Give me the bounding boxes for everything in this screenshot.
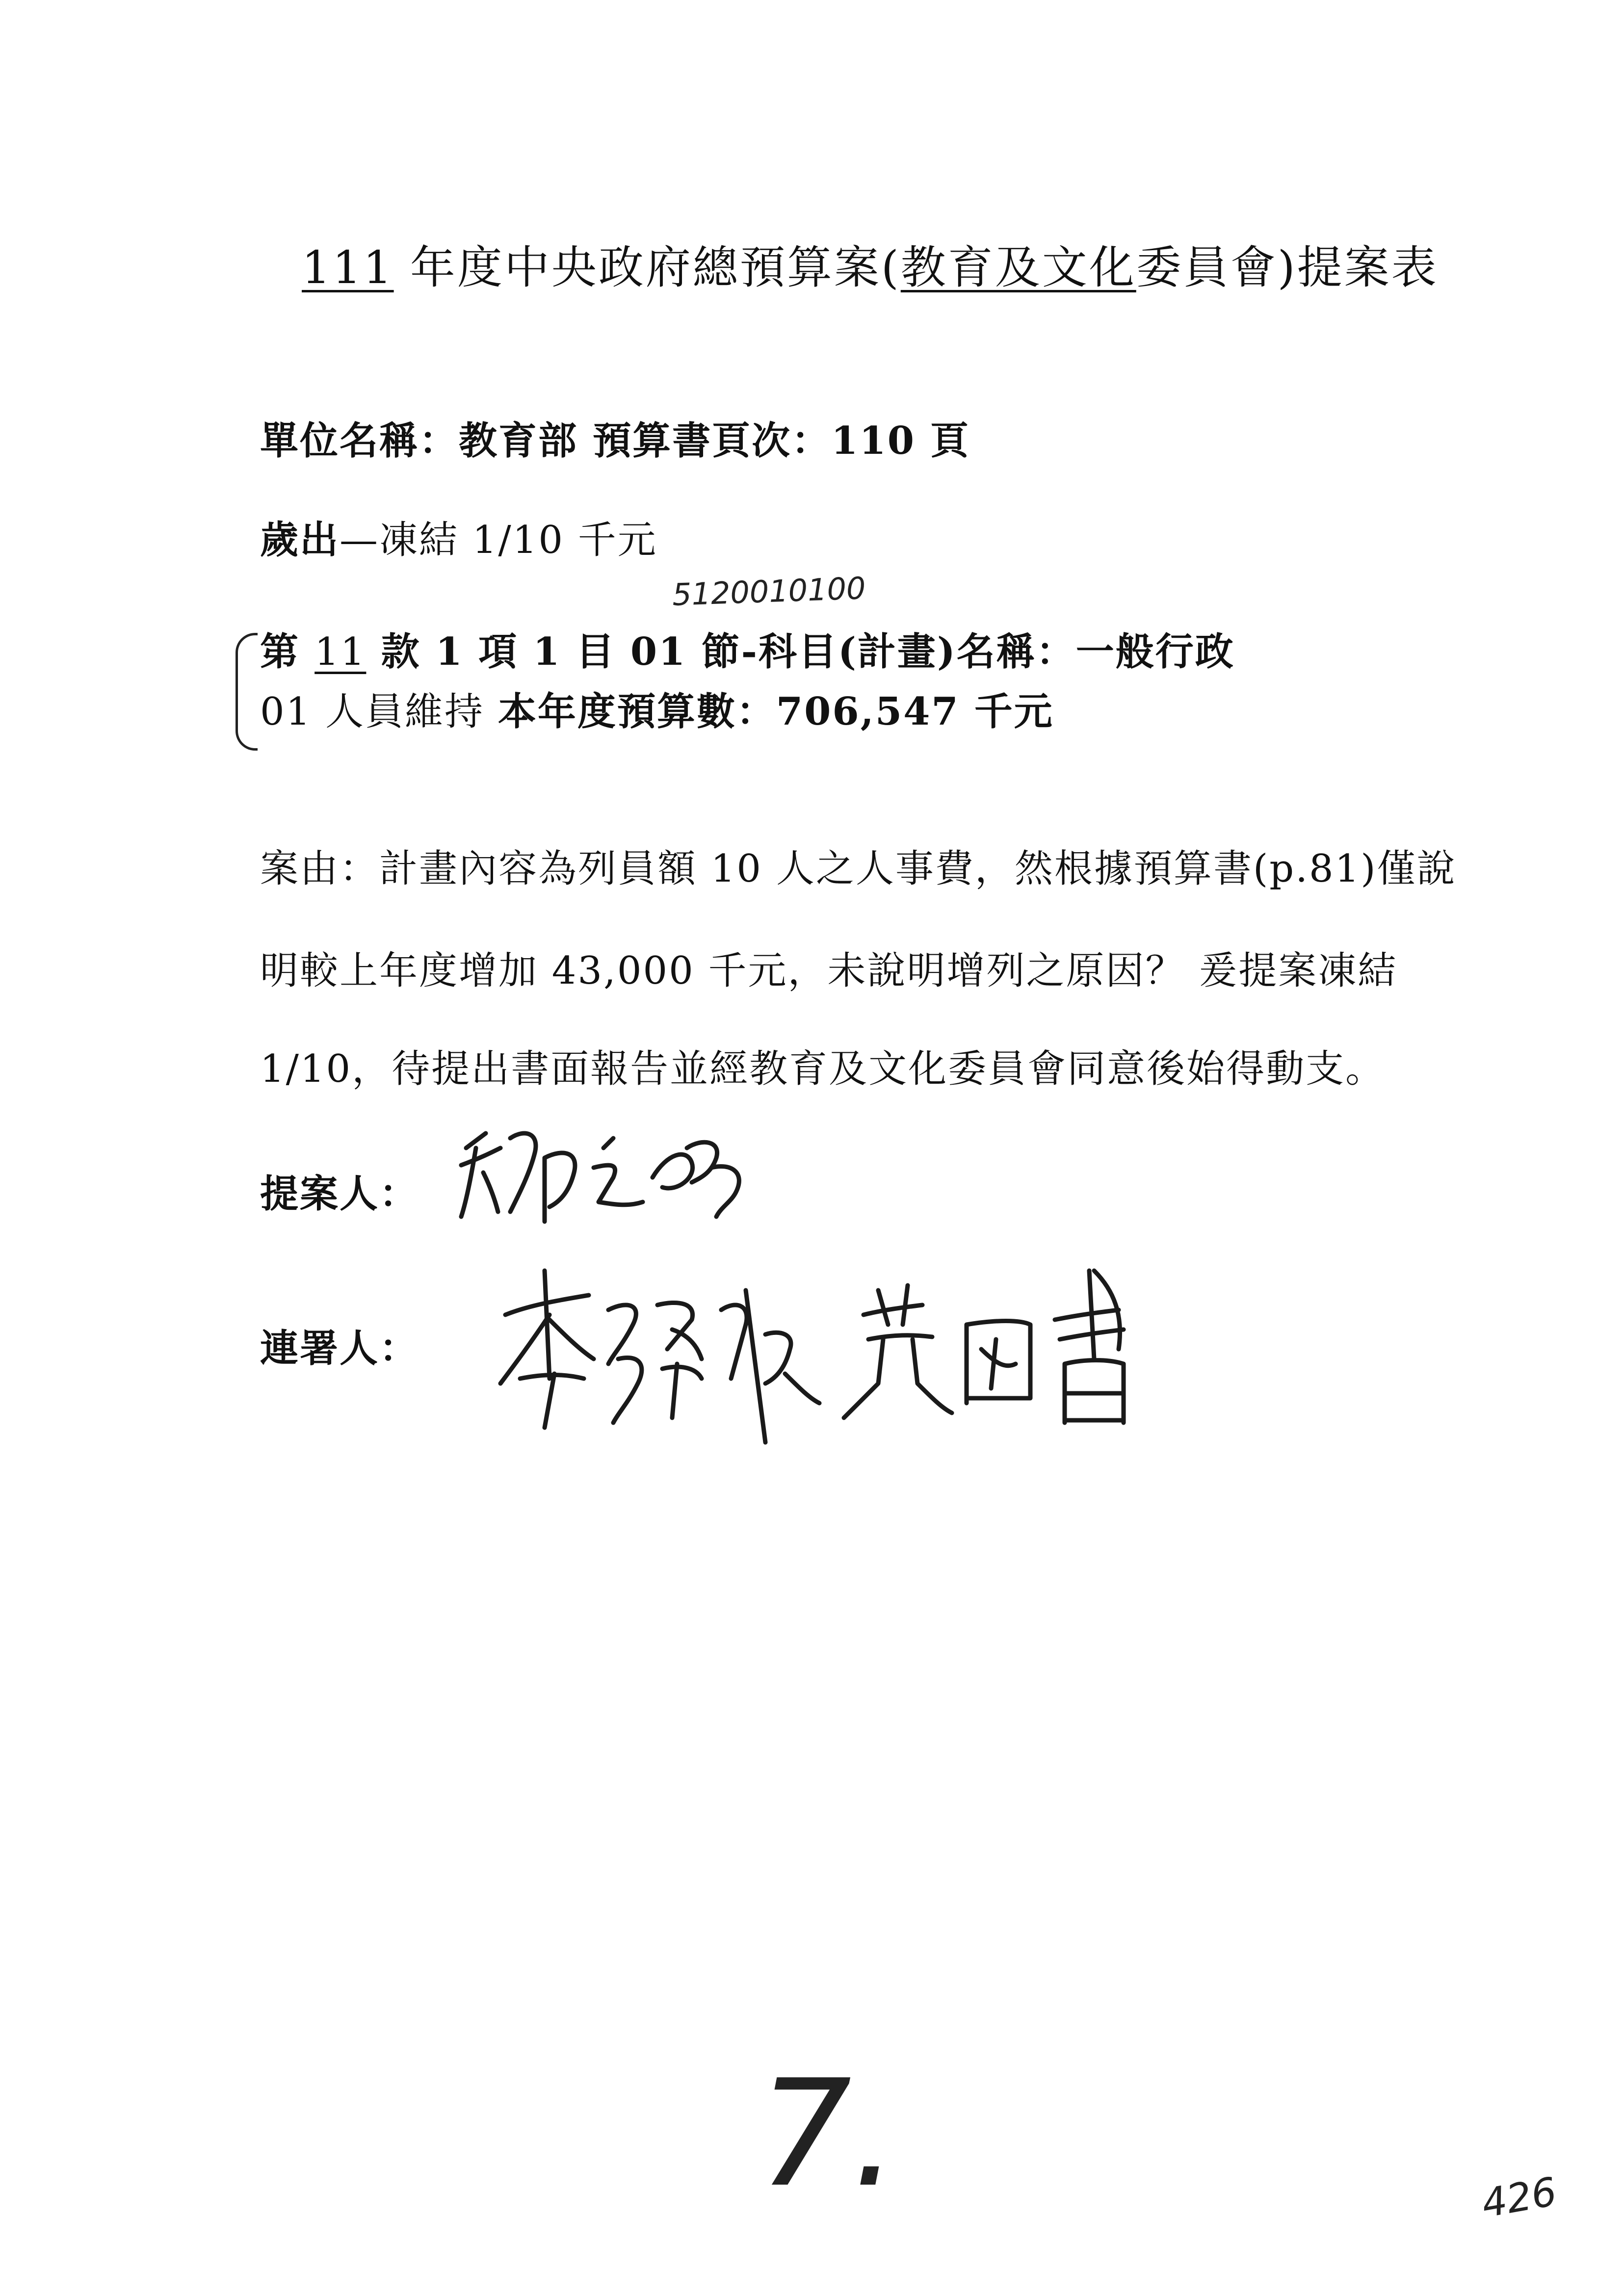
handwritten-page-number: 7. bbox=[758, 2048, 899, 2219]
item-rest: 款 1 項 1 目 01 節-科目(計畫)名稱：一般行政 bbox=[366, 629, 1235, 674]
proposer-label: 提案人： bbox=[260, 1172, 419, 1216]
title-year: 111 bbox=[302, 241, 394, 294]
title-text-b: 委員會)提案表 bbox=[1136, 241, 1439, 294]
item-plain: 01 人員維持 bbox=[260, 690, 498, 734]
expense-text: —凍結 1/10 千元 bbox=[340, 518, 657, 562]
cosigner-label: 連署人： bbox=[260, 1326, 419, 1371]
item-line-1 bbox=[260, 629, 1235, 674]
proposer-signature bbox=[456, 1119, 790, 1246]
item-budget: 本年度預算數：706,547 千元 bbox=[498, 689, 1054, 734]
expense-label: 歲出 bbox=[260, 518, 340, 562]
expense-line bbox=[260, 518, 657, 562]
cosigner-signatures bbox=[491, 1251, 1178, 1457]
item-bracket bbox=[236, 633, 258, 751]
unit-line: 單位名稱：教育部 預算書頁次：110 頁 bbox=[260, 418, 970, 463]
title-text-a: 年度中央政府總預算案( bbox=[393, 241, 901, 294]
handwritten-corner-number: 426 bbox=[1478, 2168, 1560, 2227]
reason-line-3: 1/10，待提出書面報告並經教育及文化委員會同意後始得動支。 bbox=[260, 1047, 1386, 1091]
item-section-no: 11 bbox=[314, 630, 367, 674]
item-prefix: 第 bbox=[260, 629, 315, 674]
item-line-2 bbox=[260, 689, 1054, 734]
page-title bbox=[302, 241, 1439, 294]
handwritten-code: 5120010100 bbox=[671, 570, 866, 613]
reason-line-1: 案由：計畫內容為列員額 10 人之人事費，然根據預算書(p.81)僅說 bbox=[260, 847, 1457, 891]
title-committee: 教育及文化 bbox=[900, 241, 1136, 294]
reason-line-2: 明較上年度增加 43,000 千元，未說明增列之原因？ 爰提案凍結 bbox=[260, 949, 1398, 993]
